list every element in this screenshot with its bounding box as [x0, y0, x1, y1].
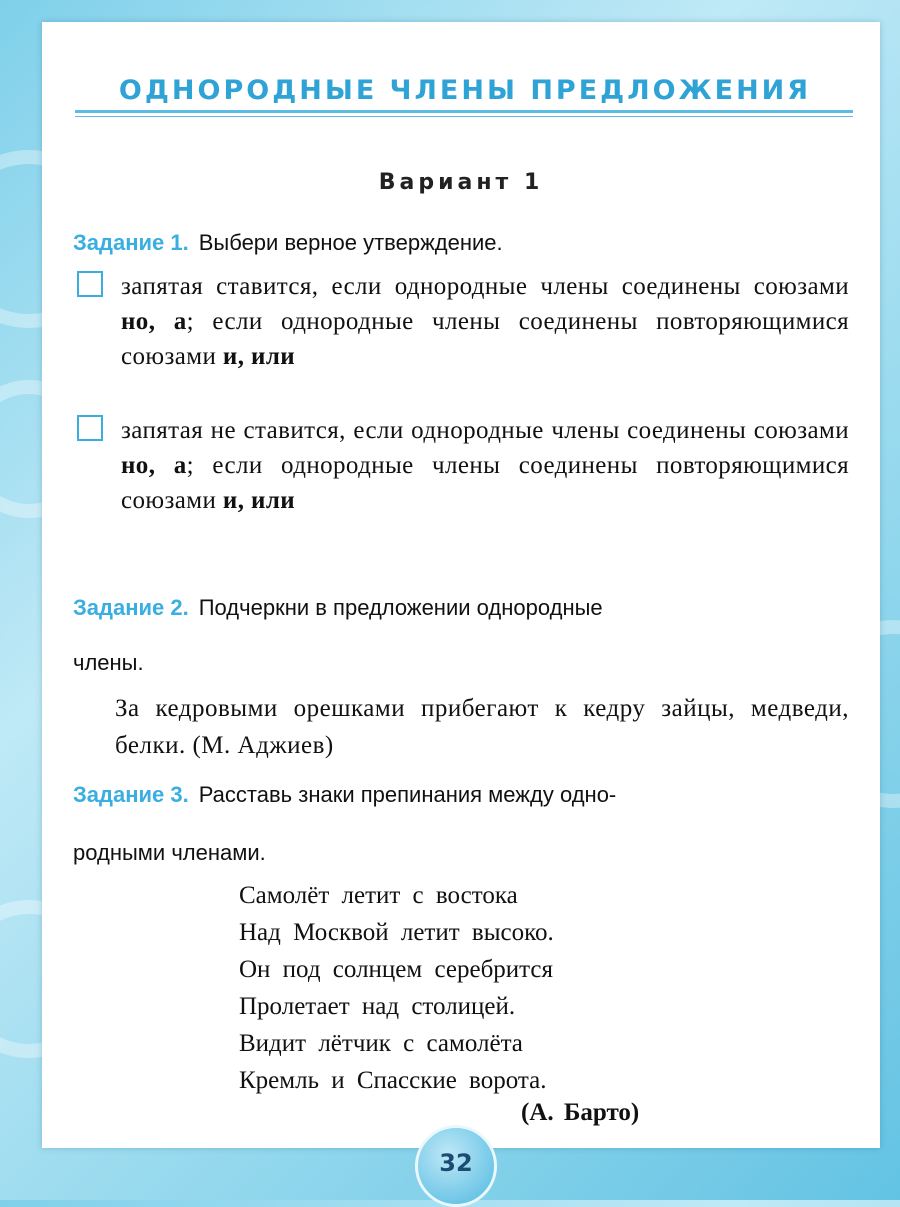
page-number-badge: 32	[415, 1125, 497, 1207]
option-conjunctions: и, или	[222, 343, 296, 370]
poem-author: (А. Барто)	[521, 1099, 640, 1126]
worksheet-page	[42, 22, 880, 1148]
task1-text: Выбери верное утверждение.	[198, 230, 503, 255]
task2-sentence: За кедровыми орешками прибегают к кедру зайцы, медведи, белки. (М. Аджиев)	[115, 695, 849, 759]
task2-text: Подчеркни в предложении однородные	[198, 595, 603, 620]
option-text: ; если однородные члены соединены повторяющимися союзами	[121, 308, 849, 370]
title-underline	[75, 110, 853, 113]
poem-line: Самолёт летит с востока	[239, 882, 518, 909]
option-conjunctions: но, а	[121, 452, 187, 479]
poem-line: Пролетает над столицей.	[239, 993, 516, 1020]
poem-line: Над Москвой летит высоко.	[239, 919, 554, 946]
option-conjunctions: но, а	[121, 308, 187, 335]
task1-option2	[121, 413, 849, 518]
task2-text-continued: члены.	[73, 650, 144, 675]
option-text: ; если однородные члены соединены повторяющимися союзами	[121, 452, 849, 514]
task3-text: Расставь знаки препинания между одно-	[198, 782, 617, 807]
task1-heading	[73, 230, 503, 256]
task3-label: Задание 3.	[73, 782, 189, 807]
option-text: запятая не ставится, если однородные члены соединены союзами	[121, 417, 849, 444]
task3-text-continued: родными членами.	[73, 840, 266, 865]
poem-line: Видит лётчик с самолёта	[239, 1030, 523, 1057]
task1-option2-checkbox[interactable]	[77, 415, 103, 441]
task1-option1	[121, 269, 849, 374]
variant-heading: Вариант 1	[378, 170, 544, 195]
page-title: ОДНОРОДНЫЕ ЧЛЕНЫ ПРЕДЛОЖЕНИЯ	[118, 75, 812, 106]
option-text: запятая ставится, если однородные члены соединены союзами	[121, 273, 849, 300]
poem	[239, 877, 554, 1099]
poem-line: Он под солнцем серебрится	[239, 956, 553, 983]
poem-line: Кремль и Спасские ворота.	[239, 1067, 547, 1094]
task1-label: Задание 1.	[73, 230, 189, 255]
title-underline-thin	[75, 116, 853, 117]
option-conjunctions: и, или	[222, 487, 296, 514]
task3-heading	[73, 782, 616, 808]
task2-heading	[73, 595, 603, 621]
task2-label: Задание 2.	[73, 595, 189, 620]
task1-option1-checkbox[interactable]	[77, 271, 103, 297]
